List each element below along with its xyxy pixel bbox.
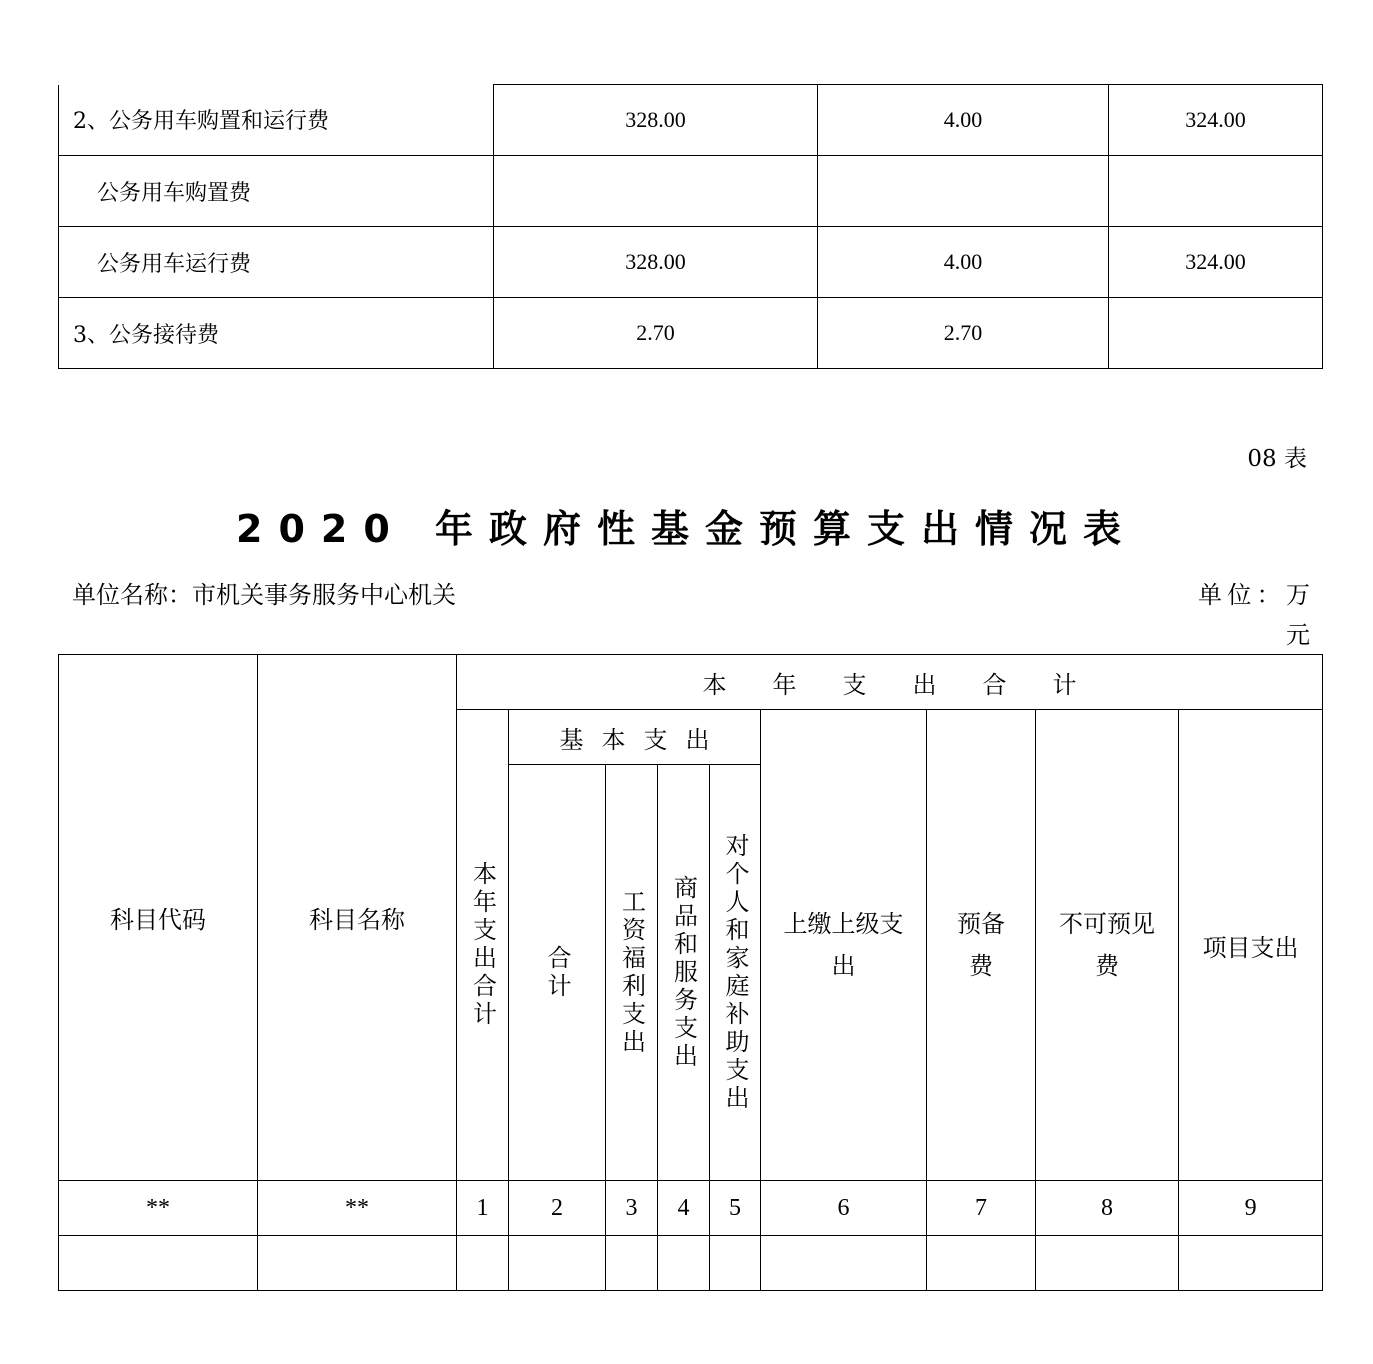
page-title: 2020 年政府性基金预算支出情况表: [236, 507, 1137, 551]
header-unforeseen: 不可预见费: [1059, 910, 1155, 980]
index-cell: 9: [1179, 1181, 1323, 1236]
header-goods: 商品和服务支出: [669, 874, 698, 1071]
empty-cell: [606, 1236, 658, 1291]
empty-cell: [761, 1236, 927, 1291]
index-cell: 7: [927, 1181, 1036, 1236]
index-cell: 3: [606, 1181, 658, 1236]
project-cell: 324.00: [1109, 85, 1323, 156]
header-unforeseen-cell: [1036, 710, 1179, 1181]
empty-cell: [927, 1236, 1036, 1291]
empty-cell: [1036, 1236, 1179, 1291]
header-upper: 上缴上级支出: [783, 910, 904, 980]
total-cell: 328.00: [494, 85, 818, 156]
empty-cell: [710, 1236, 761, 1291]
project-cell: 324.00: [1109, 227, 1323, 298]
index-row: [59, 1181, 1323, 1236]
header-year-total-group: 本年支出合计: [457, 655, 1323, 710]
basic-cell: [818, 156, 1109, 227]
empty-cell: [457, 1236, 509, 1291]
table-row: [59, 156, 1323, 227]
row-label: 2、公务用车购置和运行费: [59, 85, 494, 156]
header-salary-cell: [606, 765, 658, 1181]
index-cell: 8: [1036, 1181, 1179, 1236]
header-personal-cell: [710, 765, 761, 1181]
project-cell: [1109, 298, 1323, 369]
index-cell: 2: [509, 1181, 606, 1236]
header-reserve: 预备费: [957, 910, 1005, 980]
basic-cell: 4.00: [818, 85, 1109, 156]
budget-table: [58, 654, 1323, 1291]
total-cell: [494, 156, 818, 227]
header-code: 科目代码: [59, 655, 258, 1181]
total-cell: 2.70: [494, 298, 818, 369]
table-number: 08 表: [1247, 446, 1307, 472]
empty-cell: [509, 1236, 606, 1291]
header-salary: 工资福利支出: [617, 888, 646, 1057]
header-year-total-cell: [457, 710, 509, 1181]
row-label: 公务用车运行费: [59, 227, 494, 298]
index-cell: **: [258, 1181, 457, 1236]
table-row: [59, 85, 1323, 156]
row-label: 3、公务接待费: [59, 298, 494, 369]
unit-name: 单位名称：市机关事务服务中心机关: [72, 581, 456, 609]
total-cell: 328.00: [494, 227, 818, 298]
index-cell: 5: [710, 1181, 761, 1236]
index-cell: 1: [457, 1181, 509, 1236]
table-row: [59, 298, 1323, 369]
header-reserve-cell: [927, 710, 1036, 1181]
index-cell: 4: [658, 1181, 710, 1236]
top-table: [58, 84, 1323, 369]
empty-cell: [658, 1236, 710, 1291]
header-basic-total: 合计: [543, 944, 571, 1001]
empty-cell: [1179, 1236, 1323, 1291]
header-year-total: 本年支出合计: [468, 861, 497, 1029]
empty-row: [59, 1236, 1323, 1291]
header-project: 项目支出: [1179, 710, 1323, 1181]
project-cell: [1109, 156, 1323, 227]
basic-cell: 2.70: [818, 298, 1109, 369]
table-row: [59, 227, 1323, 298]
header-basic-group: 基本支出: [509, 710, 761, 765]
empty-cell: [59, 1236, 258, 1291]
index-cell: 6: [761, 1181, 927, 1236]
header-upper-cell: [761, 710, 927, 1181]
unit-label: 单位：万元: [1198, 581, 1310, 649]
header-basic-total-cell: [509, 765, 606, 1181]
header-name: 科目名称: [258, 655, 457, 1181]
basic-cell: 4.00: [818, 227, 1109, 298]
empty-cell: [258, 1236, 457, 1291]
header-goods-cell: [658, 765, 710, 1181]
header-personal: 对个人和家庭补助支出: [721, 832, 749, 1113]
row-label: 公务用车购置费: [59, 156, 494, 227]
index-cell: **: [59, 1181, 258, 1236]
